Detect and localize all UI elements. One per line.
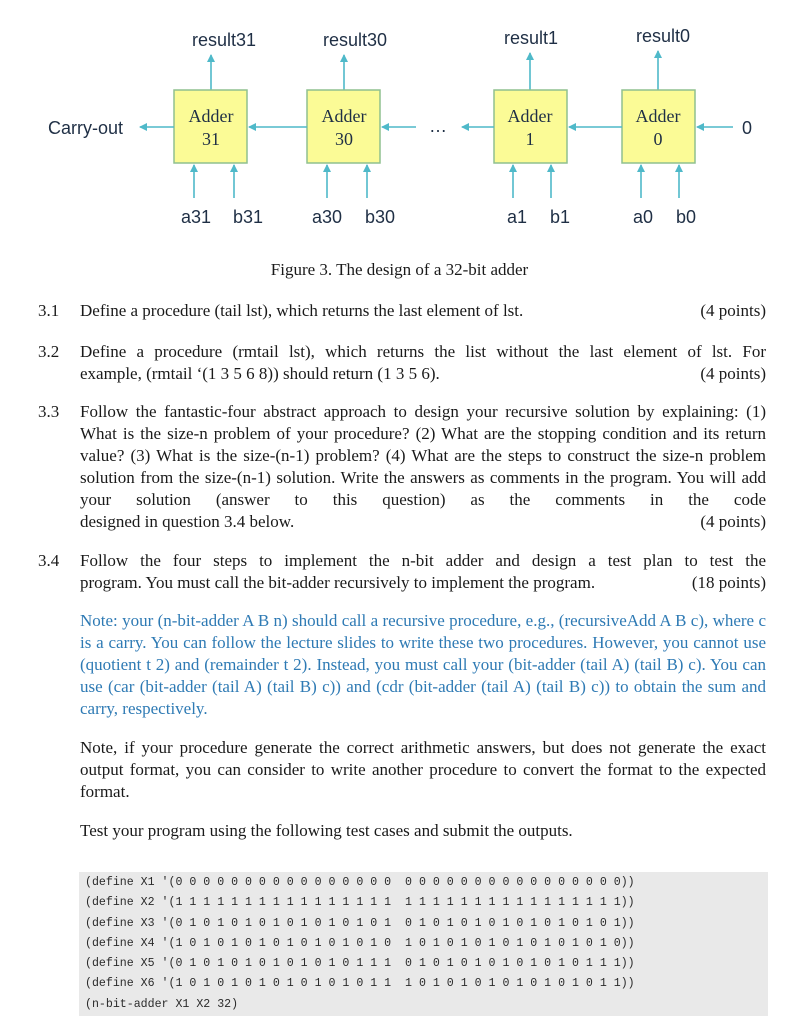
- input-label-b31: b31: [232, 207, 264, 227]
- input-label-b0: b0: [675, 207, 697, 227]
- question-text: Define a procedure (rmtail lst), which returns the list without the last element of lst. For: [80, 342, 766, 361]
- note-recursive: Note: your (n-bit-adder A B n) should call a recursive procedure, e.g., (recursiveAdd A B c), where c is a carry. You can follow the lecture slides to write these two procedures. However, you cannot use (quotient t 2) and (remainder t 2). Instead, you must call your (bit-adder (tail A) (tail B) c). You can use (car (bit-adder (tail A) (tail B) c)) and (cdr (bit-adder (tail A) (tail B) c)) to obtain the sum and carry, respectively.: [80, 611, 766, 718]
- svg-text:Adder: Adder: [188, 106, 234, 126]
- question-number: 3.4: [38, 551, 60, 570]
- carry-out-label: Carry-out: [48, 118, 124, 138]
- code-line: (define X5 '(0 1 0 1 0 1 0 1 0 1 0 1 0 1 1 1 0 1 0 1 0 1 0 1 0 1 0 1 0 1 1 1)): [85, 957, 635, 971]
- question-text: Follow the four steps to implement the n-bit adder and design a test plan to test the: [80, 551, 766, 570]
- question-3-3: [38, 401, 766, 533]
- input-label-a1: a1: [506, 207, 528, 227]
- question-points: (4 points): [700, 512, 766, 531]
- svg-text:31: 31: [202, 129, 220, 149]
- question-points: (4 points): [700, 301, 766, 320]
- input-label-a31: a31: [180, 207, 212, 227]
- result-label-31: result31: [191, 30, 257, 50]
- code-line: (define X6 '(1 0 1 0 1 0 1 0 1 0 1 0 1 0 1 1 1 0 1 0 1 0 1 0 1 0 1 0 1 0 1 1)): [85, 977, 635, 991]
- code-line: (n-bit-adder X1 X2 32): [85, 997, 239, 1011]
- question-3-2: [38, 341, 766, 385]
- code-line: (define X4 '(1 0 1 0 1 0 1 0 1 0 1 0 1 0 1 0 1 0 1 0 1 0 1 0 1 0 1 0 1 0 1 0)): [85, 936, 635, 950]
- code-line: (define X2 '(1 1 1 1 1 1 1 1 1 1 1 1 1 1 1 1 1 1 1 1 1 1 1 1 1 1 1 1 1 1 1 1)): [85, 896, 635, 910]
- question-number: 3.2: [38, 342, 60, 361]
- input-label-b1: b1: [549, 207, 571, 227]
- svg-text:Adder: Adder: [635, 106, 681, 126]
- question-text: Define a procedure (tail lst), which returns the last element of lst.: [80, 301, 524, 320]
- question-text-cont: program. You must call the bit-adder recursively to implement the program.: [80, 573, 596, 592]
- code-line: (define X1 '(0 0 0 0 0 0 0 0 0 0 0 0 0 0 0 0 0 0 0 0 0 0 0 0 0 0 0 0 0 0 0 0)): [85, 876, 635, 889]
- input-label-b30: b30: [364, 207, 396, 227]
- question-text: Follow the fantastic-four abstract approach to design your recursive solution by explaining: (1) What is the size-n problem of your procedure? (2) What are the stopping condition and its return value? (3) What is the size-(n-1) problem? (4) What are the steps to construct the size-n problem solution from the size-(n-1) solution. Write the answers as comments in the program. You will add your solution (answer to this question) as the comments in the code: [80, 402, 766, 509]
- code-block: [79, 872, 768, 1016]
- adder-box-30: [307, 90, 380, 163]
- question-number: 3.1: [38, 301, 60, 320]
- adder-box-1: [494, 90, 567, 163]
- question-text-cont: designed in question 3.4 below.: [80, 512, 295, 531]
- code-line: (define X3 '(0 1 0 1 0 1 0 1 0 1 0 1 0 1 0 1 0 1 0 1 0 1 0 1 0 1 0 1 0 1 0 1)): [85, 916, 635, 930]
- svg-text:Adder: Adder: [321, 106, 367, 126]
- input-label-a30: a30: [311, 207, 343, 227]
- svg-text:30: 30: [335, 129, 353, 149]
- result-label-30: result30: [322, 30, 388, 50]
- input-label-a0: a0: [632, 207, 654, 227]
- result-label-0: result0: [635, 26, 691, 46]
- adder-box-31: [174, 90, 247, 163]
- question-3-4: [38, 550, 766, 594]
- svg-text:1: 1: [525, 129, 535, 149]
- result-label-1: result1: [503, 28, 559, 48]
- figure-caption: Figure 3. The design of a 32-bit adder: [270, 260, 529, 279]
- question-3-1: [38, 300, 766, 322]
- question-number: 3.3: [38, 402, 60, 421]
- test-intro: Test your program using the following test cases and submit the outputs.: [80, 821, 573, 840]
- question-text-cont: example, (rmtail ‘(1 3 5 6 8)) should return (1 3 5 6).: [80, 364, 440, 383]
- adder-diagram: [0, 0, 799, 250]
- carry-in-label: 0: [742, 118, 753, 138]
- ellipsis: …: [429, 116, 447, 136]
- svg-text:Adder: Adder: [507, 106, 553, 126]
- question-points: (18 points): [691, 573, 766, 592]
- question-points: (4 points): [700, 364, 766, 383]
- adder-box-0: [622, 90, 695, 163]
- svg-text:0: 0: [653, 129, 663, 149]
- note-format: Note, if your procedure generate the correct arithmetic answers, but does not generate the exact output format, you can consider to write another procedure to convert the format to the expected format.: [80, 738, 766, 801]
